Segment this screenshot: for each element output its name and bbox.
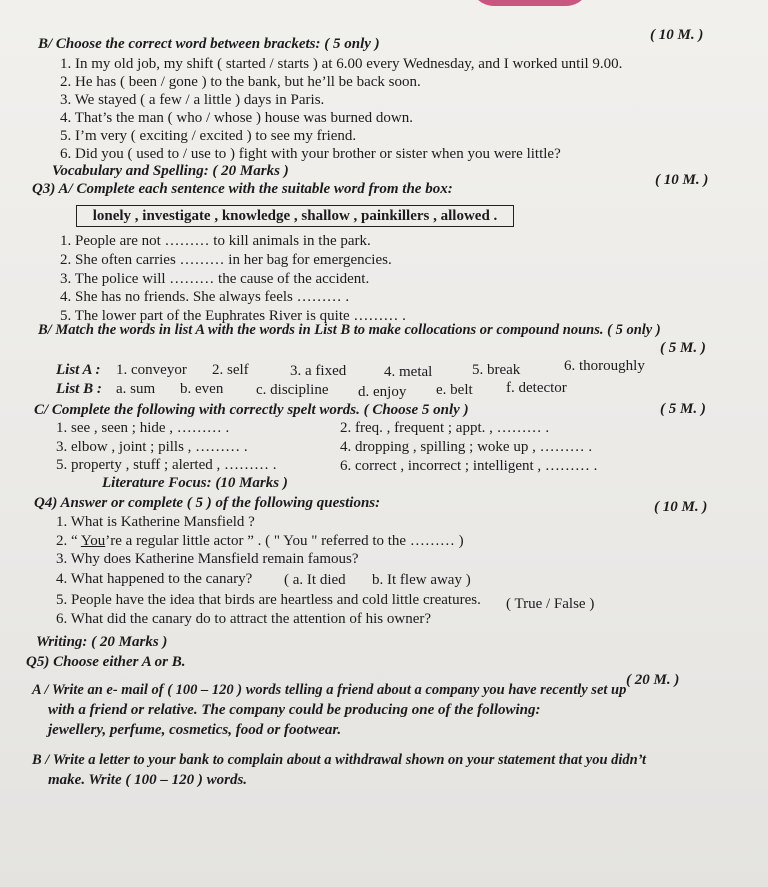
literature-heading: Literature Focus: (10 Marks ) — [102, 475, 288, 491]
list-a-item: 4. metal — [384, 364, 433, 380]
list-a-row — [56, 362, 100, 379]
q3a-item-2: 2. She often carries ……… in her bag for emergencies. — [60, 252, 392, 268]
section-b-item-2: 2. He has ( been / gone ) to the bank, but he’ll be back soon. — [60, 74, 421, 90]
q4-q5-options: ( True / False ) — [506, 596, 595, 612]
q3c-item-4: 4. dropping , spilling ; woke up , ……… . — [340, 439, 593, 455]
list-b-item: c. discipline — [256, 382, 329, 398]
list-a-item: 2. self — [212, 362, 249, 378]
q3c-item-1: 1. see , seen ; hide , ……… . — [56, 420, 230, 436]
list-b-item: d. enjoy — [358, 384, 407, 400]
list-b-item: a. sum — [116, 381, 156, 397]
q3a-item-4: 4. She has no friends. She always feels ……… . — [60, 289, 350, 305]
q3b-marks: ( 5 M. ) — [660, 340, 706, 356]
q3a-marks: ( 10 M. ) — [655, 172, 709, 188]
section-b-item-1: 1. In my old job, my shift ( started / starts ) at 6.00 every Wednesday, and I worked until 9.00. — [60, 56, 623, 72]
q3a-item-5: 5. The lower part of the Euphrates River is quite ……… . — [60, 308, 406, 324]
q4-heading: Q4) Answer or complete ( 5 ) of the following questions: — [34, 495, 381, 511]
q5-option-a-line-2: with a friend or relative. The company could be producing one of the following: — [48, 702, 541, 718]
q4-q4-option-a: ( a. It died — [284, 572, 346, 588]
q4-question-5: 5. People have the idea that birds are heartless and cold little creatures. — [56, 592, 481, 608]
q4-question-1: 1. What is Katherine Mansfield ? — [56, 514, 255, 530]
q5-option-a-line-1: A / Write an e- mail of ( 100 – 120 ) words telling a friend about a company you have recently set up — [32, 682, 627, 698]
q4-question-4: 4. What happened to the canary? — [56, 571, 253, 587]
list-b-item: b. even — [180, 381, 224, 397]
q3a-heading: Q3) A/ Complete each sentence with the suitable word from the box: — [32, 181, 453, 197]
q3c-item-6: 6. correct , incorrect ; intelligent , ……… . — [340, 458, 598, 474]
q3c-heading: C/ Complete the following with correctly spelt words. ( Choose 5 only ) — [34, 402, 469, 418]
list-b-label: List B : — [56, 381, 102, 397]
q3a-item-3: 3. The police will ……… the cause of the accident. — [60, 271, 370, 287]
q3c-item-2: 2. freq. , frequent ; appt. , ……… . — [340, 420, 550, 436]
q3a-item-1: 1. People are not ……… to kill animals in the park. — [60, 233, 371, 249]
q4-q2-prefix: 2. “ — [56, 533, 81, 549]
q3b-heading: B/ Match the words in list A with the words in List B to make collocations or compound nouns. ( 5 only ) — [38, 322, 661, 338]
decorative-mark — [470, 0, 590, 6]
list-a-item: 3. a fixed — [290, 363, 347, 379]
q4-marks: ( 10 M. ) — [654, 499, 708, 515]
q5-option-a-line-3: jewellery, perfume, cosmetics, food or footwear. — [48, 722, 342, 738]
q4-q2-underlined: You — [80, 533, 106, 549]
q4-question-6: 6. What did the canary do to attract the attention of his owner? — [56, 611, 432, 627]
word-box: lonely , investigate , knowledge , shallow , painkillers , allowed . — [76, 205, 514, 227]
q5-option-b-line-2: make. Write ( 100 – 120 ) words. — [48, 772, 248, 788]
section-b-heading: B/ Choose the correct word between brackets: ( 5 only ) — [38, 36, 380, 52]
writing-heading: Writing: ( 20 Marks ) — [36, 634, 168, 650]
q5-marks: ( 20 M. ) — [626, 672, 680, 688]
q4-question-2 — [56, 533, 464, 550]
q3c-item-3: 3. elbow , joint ; pills , ……… . — [56, 439, 248, 455]
q4-q2-suffix: ’re a regular little actor ” . ( " You " referred to the ……… ) — [105, 533, 464, 549]
section-b-item-5: 5. I’m very ( exciting / excited ) to see my friend. — [60, 128, 357, 144]
section-b-item-4: 4. That’s the man ( who / whose ) house was burned down. — [60, 110, 413, 126]
q5-option-b-line-1: B / Write a letter to your bank to complain about a withdrawal shown on your statement that you didn’t — [32, 752, 647, 768]
list-b-item: e. belt — [436, 382, 473, 398]
list-a-item: 5. break — [472, 362, 521, 378]
section-b-marks: ( 10 M. ) — [650, 27, 704, 43]
list-a-item: 1. conveyor — [116, 362, 187, 378]
q4-question-3: 3. Why does Katherine Mansfield remain famous? — [56, 551, 359, 567]
list-b-item: f. detector — [506, 380, 567, 396]
q5-heading: Q5) Choose either A or B. — [26, 654, 186, 670]
list-b-row — [56, 381, 102, 398]
list-a-label: List A : — [56, 362, 101, 378]
q4-q4-option-b: b. It flew away ) — [372, 572, 471, 588]
q3c-marks: ( 5 M. ) — [660, 401, 706, 417]
list-a-item: 6. thoroughly — [564, 358, 645, 374]
q3c-item-5: 5. property , stuff ; alerted , ……… . — [56, 457, 277, 473]
section-b-item-6: 6. Did you ( used to / use to ) fight with your brother or sister when you were little? — [60, 146, 561, 162]
vocabulary-heading: Vocabulary and Spelling: ( 20 Marks ) — [52, 163, 289, 179]
section-b-item-3: 3. We stayed ( a few / a little ) days in Paris. — [60, 92, 325, 108]
